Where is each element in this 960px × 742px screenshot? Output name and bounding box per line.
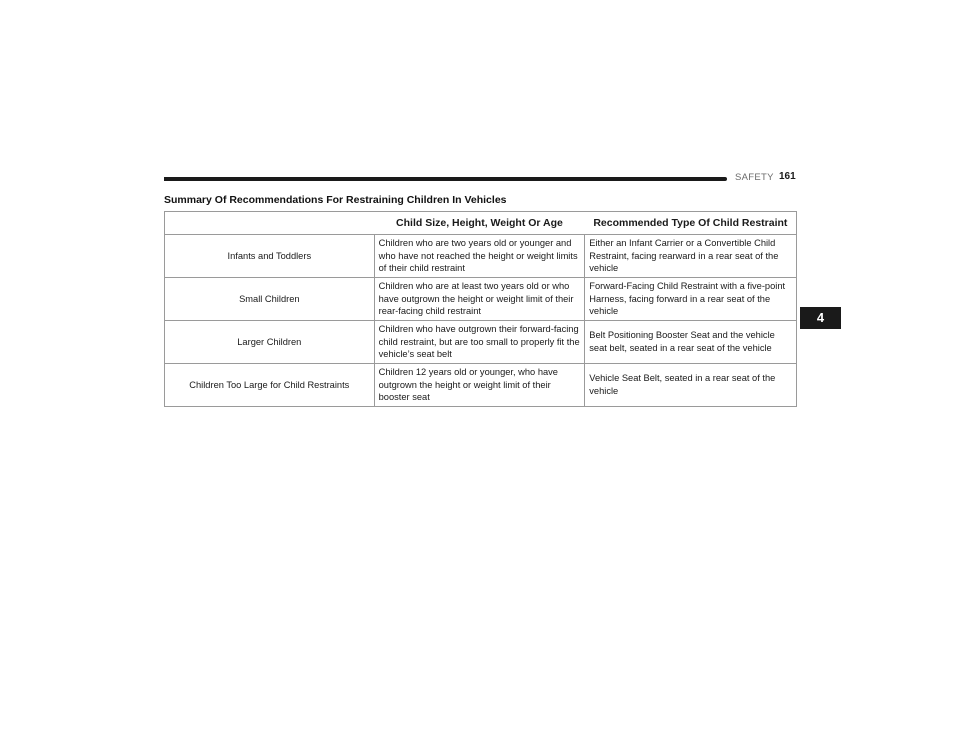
column-header-category [165, 212, 375, 235]
restraint-cell: Belt Positioning Booster Seat and the vehicle seat belt, seated in a rear seat of the vehicle [585, 321, 797, 364]
page-number: 161 [779, 171, 796, 182]
recommendations-table [164, 211, 797, 407]
table-row [165, 235, 797, 278]
restraint-cell: Forward-Facing Child Restraint with a five-point Harness, facing forward in a rear seat of the vehicle [585, 278, 797, 321]
chapter-tab[interactable]: 4 [800, 307, 841, 329]
category-cell: Children Too Large for Child Restraints [165, 364, 375, 407]
restraint-cell: Vehicle Seat Belt, seated in a rear seat of the vehicle [585, 364, 797, 407]
size-cell: Children who have outgrown their forward-facing child restraint, but are too small to properly fit the vehicle’s seat belt [374, 321, 585, 364]
category-cell: Small Children [165, 278, 375, 321]
size-cell: Children 12 years old or younger, who have outgrown the height or weight limit of their booster seat [374, 364, 585, 407]
column-header-restraint: Recommended Type Of Child Restraint [585, 212, 797, 235]
restraint-cell: Either an Infant Carrier or a Convertible Child Restraint, facing rearward in a rear seat of the vehicle [585, 235, 797, 278]
category-cell: Infants and Toddlers [165, 235, 375, 278]
section-title: SAFETY [735, 172, 774, 183]
table-caption: Summary Of Recommendations For Restraining Children In Vehicles [164, 194, 507, 206]
category-cell: Larger Children [165, 321, 375, 364]
column-header-size: Child Size, Height, Weight Or Age [374, 212, 585, 235]
header-rule [164, 177, 727, 181]
size-cell: Children who are two years old or younger and who have not reached the height or weight limits of their child restraint [374, 235, 585, 278]
size-cell: Children who are at least two years old or who have outgrown the height or weight limit of their rear-facing child restraint [374, 278, 585, 321]
table-row [165, 364, 797, 407]
table-row [165, 321, 797, 364]
table-row [165, 278, 797, 321]
table-header-row [165, 212, 797, 235]
